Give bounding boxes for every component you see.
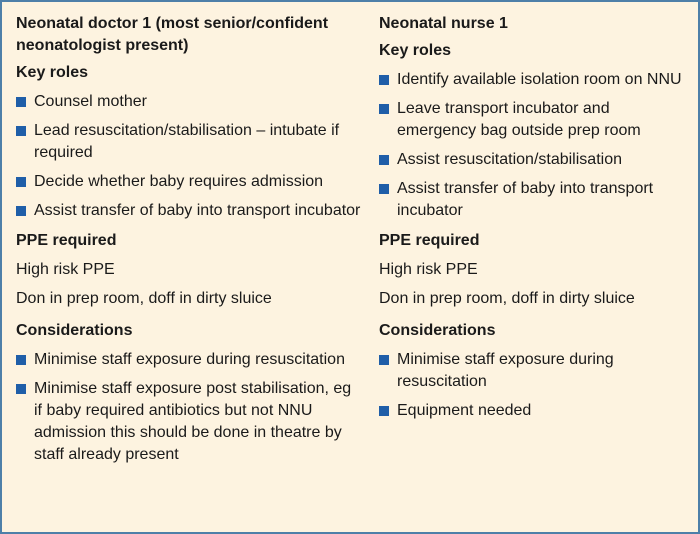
square-bullet-icon [16, 384, 26, 394]
square-bullet-icon [16, 177, 26, 187]
list-item-text: Minimise staff exposure post stabilisation, eg if baby required antibiotics but not NNU admission this should be done in theatre by staff already present [34, 380, 352, 463]
nurse-ppe-line: High risk PPE [379, 261, 478, 278]
doctor-considerations-heading: Considerations [16, 322, 133, 339]
list-item-text: Counsel mother [34, 93, 147, 110]
list-item [379, 149, 691, 171]
neonatal-nurse-column [379, 13, 691, 430]
list-item-text: Assist transfer of baby into transport incubator [397, 180, 654, 219]
list-item [379, 69, 691, 91]
list-item [379, 400, 691, 422]
nurse-key-roles-heading: Key roles [379, 42, 452, 59]
square-bullet-icon [379, 104, 389, 114]
neonatal-doctor-column [16, 13, 361, 474]
square-bullet-icon [16, 126, 26, 136]
doctor-ppe-line: Don in prep room, doff in dirty sluice [16, 290, 272, 307]
list-item [16, 349, 361, 371]
list-item-text: Minimise staff exposure during resuscitation [34, 351, 345, 368]
list-item-text: Identify available isolation room on NNU [397, 71, 682, 88]
list-item [379, 349, 691, 393]
list-item-text: Assist resuscitation/stabilisation [397, 151, 622, 168]
list-item [16, 200, 361, 222]
nurse-ppe-line: Don in prep room, doff in dirty sluice [379, 290, 635, 307]
square-bullet-icon [379, 184, 389, 194]
doctor-ppe-line: High risk PPE [16, 261, 115, 278]
list-item-text: Leave transport incubator and emergency bag outside prep room [397, 100, 641, 139]
square-bullet-icon [379, 75, 389, 85]
list-item [379, 178, 691, 222]
nurse-considerations-heading: Considerations [379, 322, 496, 339]
list-item [16, 378, 361, 466]
list-item [16, 120, 361, 164]
doctor-key-roles-heading: Key roles [16, 64, 89, 81]
square-bullet-icon [16, 97, 26, 107]
nurse-key-roles-list [379, 69, 691, 222]
list-item [16, 91, 361, 113]
square-bullet-icon [379, 406, 389, 416]
list-item-text: Assist transfer of baby into transport incubator [34, 202, 361, 219]
doctor-key-roles-list [16, 91, 361, 222]
list-item [379, 98, 691, 142]
list-item [16, 171, 361, 193]
square-bullet-icon [16, 206, 26, 216]
square-bullet-icon [379, 155, 389, 165]
list-item-text: Equipment needed [397, 402, 532, 419]
square-bullet-icon [16, 355, 26, 365]
square-bullet-icon [379, 355, 389, 365]
doctor-considerations-list [16, 349, 361, 466]
list-item-text: Lead resuscitation/stabilisation – intubate if required [34, 122, 340, 161]
doctor-title: Neonatal doctor 1 (most senior/confident neonatologist present) [16, 15, 329, 54]
list-item-text: Decide whether baby requires admission [34, 173, 324, 190]
nurse-ppe-heading: PPE required [379, 232, 480, 249]
doctor-ppe-heading: PPE required [16, 232, 117, 249]
nurse-considerations-list [379, 349, 691, 422]
nurse-title: Neonatal nurse 1 [379, 15, 508, 32]
list-item-text: Minimise staff exposure during resuscitation [397, 351, 614, 390]
